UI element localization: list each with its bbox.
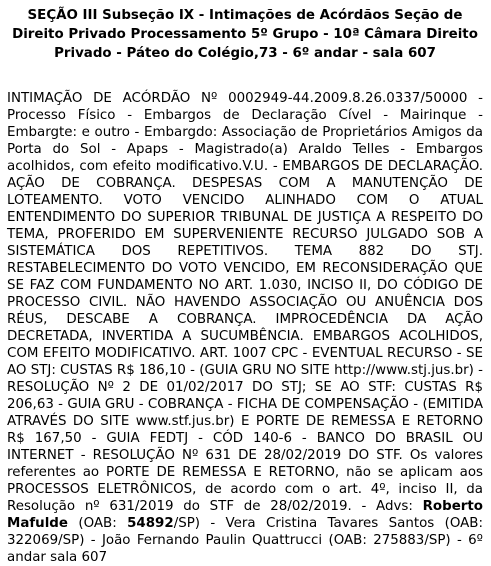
- intimation-notice: [7, 90, 483, 566]
- notice-tail-text: /SP) - Vera Cristina Tavares Santos (OAB: 322069/SP) - João Fernando Paulin Quattrucci (OAB: 275883/SP) - 6º andar sala 607: [7, 516, 483, 565]
- notice-main-text: INTIMAÇÃO DE ACÓRDÃO Nº 0002949-44.2009.8.26.0337/50000 - Processo Físico - Embargos de Declaração Cível - Mairinque - Embargte: e outro - Embargdo: Associação de Proprietários Amigos da Porta do Sol - Apaps - Magistrado(a) Araldo Telles - Embargos acolhidos, com efeito modificativo.V.U. - EMBARGOS DE DECLARAÇÃO. AÇÃO DE COBRANÇA. DESPESAS COM A MANUTENÇÃO DE LOTEAMENTO. VOTO VENCIDO ALINHADO COM O ATUAL ENTENDIMENTO DO SUPERIOR TRIBUNAL DE JUSTIÇA A RESPEITO DO TEMA, PROFERIDO EM SUPERVENIENTE RECURSO JULGADO SOB A SISTEMÁTICA DOS REPETITIVOS. TEMA 882 DO STJ. RESTABELECIMENTO DO VOTO VENCIDO, EM RECONSIDERAÇÃO QUE SE FAZ COM FUNDAMENTO NO ART. 1.030, INCISO II, DO CÓDIGO DE PROCESSO CIVIL. NÃO HAVENDO ASSOCIAÇÃO OU ANUÊNCIA DOS RÉUS, DESCABE A COBRANÇA. IMPROCEDÊNCIA DA AÇÃO DECRETADA, INVERTIDA A SUCUMBÊNCIA. EMBARGOS ACOLHIDOS, COM EFEITO MODIFICATIVO. ART. 1007 CPC - EVENTUAL RECURSO - SE AO STJ: CUSTAS R$ 186,10 - (GUIA GRU NO SITE http://www.stj.jus.br) - RESOLUÇÃO Nº 2 DE 01/02/2017 DO STJ; SE AO STF: CUSTAS R$ 206,63 - GUIA GRU - COBRANÇA - FICHA DE COMPENSAÇÃO - (EMITIDA ATRAVÉS DO SITE www.stf.jus.br) E PORTE DE REMESSA E RETORNO R$ 167,50 - GUIA FEDTJ - CÓD 140-6 - BANCO DO BRASIL OU INTERNET - RESOLUÇÃO Nº 631 DE 28/02/2019 DO STF. Os valores referentes ao PORTE DE REMESSA E RETORNO, não se aplicam aos PROCESSOS ELETRÔNICOS, de acordo com o art. 4º, inciso II, da Resolução nº 631/2019 do STF de 28/02/2019. - Advs:: [7, 91, 483, 514]
- lawyer-name: Roberto Mafulde: [7, 499, 483, 531]
- oab-number: 54892: [127, 516, 174, 531]
- oab-prefix: (OAB:: [67, 516, 128, 531]
- spacer: [7, 63, 483, 90]
- document-page: [7, 6, 483, 566]
- section-heading: SEÇÃO III Subseção IX - Intimações de Acórdãos Seção de Direito Privado Processamento 5º Grupo - 10ª Câmara Direito Privado - Páteo do Colégio,73 - 6º andar - sala 607: [12, 8, 478, 61]
